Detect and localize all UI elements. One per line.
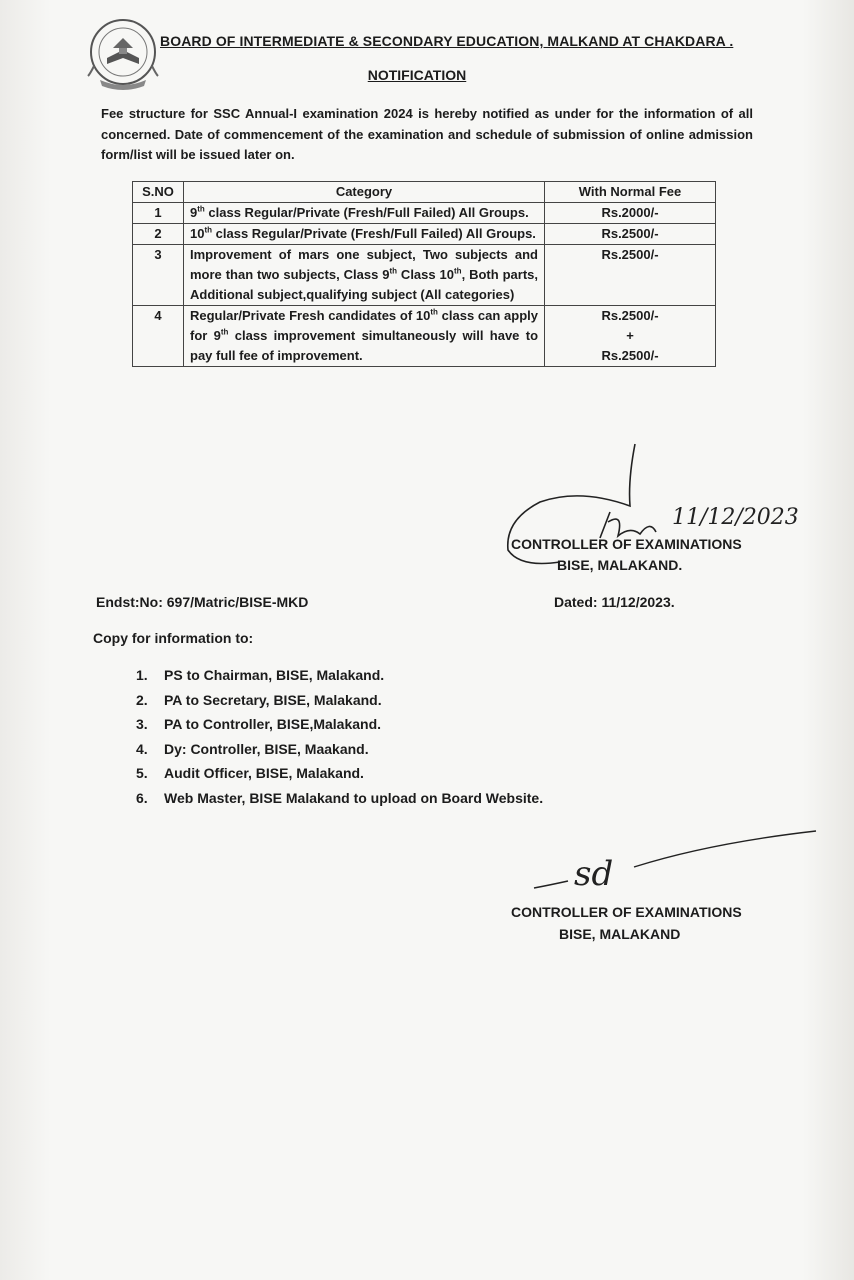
sno-cell: 1	[133, 203, 184, 224]
table-row	[133, 245, 716, 306]
board-title: BOARD OF INTERMEDIATE & SECONDARY EDUCATION, MALKAND AT CHAKDARA .	[160, 33, 734, 49]
sd-signature-icon	[530, 825, 820, 900]
table-row	[133, 306, 716, 367]
fee-cell: Rs.2000/-	[545, 203, 716, 224]
sno-cell: 2	[133, 224, 184, 245]
fee-line: Rs.2500/-	[601, 308, 659, 323]
controller-office: BISE, MALAKAND.	[557, 557, 683, 573]
copy-list	[136, 667, 543, 814]
copy-heading: Copy for information to:	[93, 630, 254, 646]
endorsement-date: Dated: 11/12/2023.	[554, 594, 675, 610]
column-header-category: Category	[184, 182, 545, 203]
list-item: 6. Web Master, BISE Malakand to upload on Board Website.	[136, 789, 544, 806]
table-row	[133, 224, 716, 245]
controller-office: BISE, MALAKAND	[559, 926, 681, 942]
sd-mark: sd	[574, 854, 614, 894]
notification-heading: NOTIFICATION	[367, 67, 467, 83]
fee-plus: +	[626, 328, 634, 343]
handwritten-date: 11/12/2023	[672, 505, 799, 530]
category-cell: Regular/Private Fresh candidates of 10th class can apply for 9th class improvement simultaneously will have to pay full fee of improvement.	[184, 306, 545, 367]
list-item: 2. PA to Secretary, BISE, Malakand.	[136, 691, 382, 708]
list-item: 1. PS to Chairman, BISE, Malakand.	[136, 667, 385, 683]
controller-title: CONTROLLER OF EXAMINATIONS	[511, 536, 742, 552]
category-cell: 10th class Regular/Private (Fresh/Full Failed) All Groups.	[184, 224, 545, 245]
fee-cell: Rs.2500/-	[545, 224, 716, 245]
endorsement-number: Endst:No: 697/Matric/BISE-MKD	[96, 594, 309, 610]
category-cell: 9th class Regular/Private (Fresh/Full Failed) All Groups.	[184, 203, 545, 224]
table-header-row	[133, 182, 716, 203]
list-item: 3. PA to Controller, BISE,Malakand.	[136, 716, 382, 732]
fee-cell: Rs.2500/-	[545, 245, 716, 306]
fee-table	[132, 181, 716, 367]
column-header-fee: With Normal Fee	[545, 182, 716, 203]
list-item: 4. Dy: Controller, BISE, Maakand.	[136, 740, 369, 757]
fee-line: Rs.2500/-	[601, 348, 659, 363]
controller-title: CONTROLLER OF EXAMINATIONS	[511, 904, 742, 920]
column-header-sno: S.NO	[133, 182, 184, 203]
category-cell: Improvement of mars one subject, Two subjects and more than two subjects, Class 9th Class 10th, Both parts, Additional subject,qualifying subject (All categories)	[184, 245, 545, 306]
sno-cell: 3	[133, 245, 184, 306]
list-item: 5. Audit Officer, BISE, Malakand.	[136, 765, 364, 781]
sno-cell: 4	[133, 306, 184, 367]
table-row	[133, 203, 716, 224]
intro-paragraph: Fee structure for SSC Annual-I examination 2024 is hereby notified as under for the information of all concerned. Date of commencement of the examination and schedule of submission of online admission form/list will be issued later on.	[101, 106, 753, 162]
fee-cell	[545, 306, 716, 367]
